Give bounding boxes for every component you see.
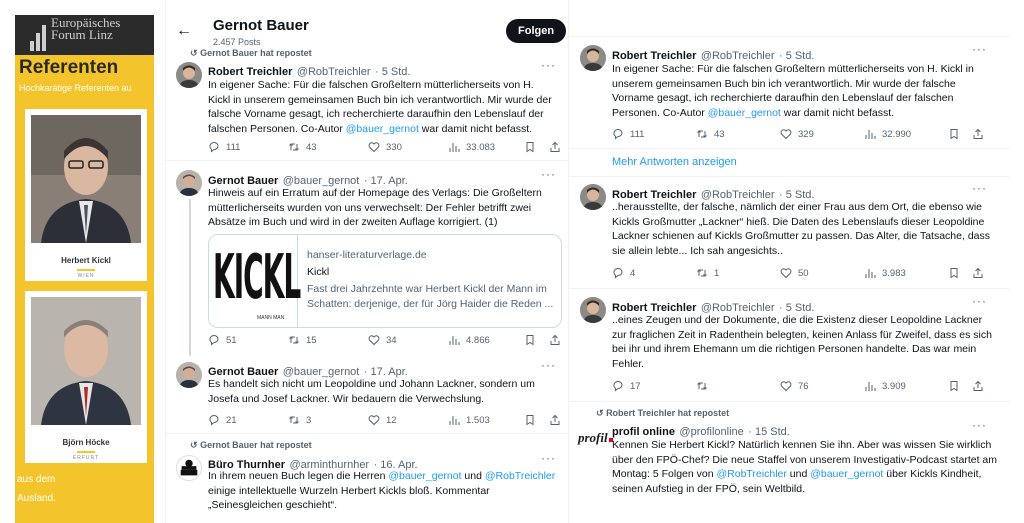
repost-button[interactable]: 43 <box>696 128 725 140</box>
reply-button[interactable]: 111 <box>208 141 240 153</box>
tweet-text: Hinweis auf ein Erratum auf der Homepage des Verlags: Die Großeltern mütterlicherseits wurden von uns verwechselt: Der Fehler betrifft zwei Absätze im Buch und wird in der zweiten Auflage korrigiert. (1) <box>208 187 542 228</box>
avatar[interactable] <box>176 362 202 388</box>
tweet-time[interactable]: · 5 Std. <box>375 66 411 78</box>
link-card[interactable] <box>208 234 562 328</box>
author-name[interactable]: Robert Treichler <box>612 302 697 314</box>
author-name[interactable]: Robert Treichler <box>612 189 697 201</box>
tweet-text: In eigener Sache: Für die falschen Großeltern mütterlicherseits von H. Kickl in unserem gemeinsamen Buch bin ich verantwortlich. Mir wurde der falsche Vorname gesagt, ich recherchierte daraufhin den Lebenslauf der falschen Personen. Co-Autor @bauer_gernot war damit nicht befasst. <box>208 79 552 135</box>
tweet-time[interactable]: · 5 Std. <box>779 189 815 201</box>
share-button[interactable] <box>549 141 561 153</box>
views-icon <box>864 128 876 140</box>
more-icon[interactable]: ··· <box>541 167 556 181</box>
like-button[interactable]: 34 <box>368 334 397 346</box>
tweet-time[interactable]: · 5 Std. <box>779 302 815 314</box>
speaker-role: ERFURT <box>72 455 100 461</box>
link-card-image: KICKL MANN MAN <box>209 235 298 327</box>
thread-line <box>189 199 191 356</box>
reply-icon <box>208 414 220 426</box>
share-icon <box>549 334 561 346</box>
heart-icon <box>368 141 380 153</box>
avatar[interactable] <box>176 170 202 196</box>
reply-icon <box>612 380 624 392</box>
author-handle[interactable]: @RobTreichler <box>700 189 775 201</box>
views-button[interactable]: 33.083 <box>448 141 495 153</box>
heart-icon <box>368 334 380 346</box>
tweet-text: Kennen Sie Herbert Kickl? Natürlich kennen Sie ihn. Aber was wissen Sie wirklich über den FPÖ-Chef? Die neue Staffel von unserem Investigativ-Podcast startet am Montag: 5 Folgen von @RobTreichler und @bauer_gernot über Kickls Kindheit, seinen Aufstieg in der FPÖ, sein Weltbild. <box>612 439 998 495</box>
avatar[interactable] <box>580 184 606 210</box>
link-card-title: Kickl <box>307 266 330 278</box>
repost-icon <box>696 267 708 279</box>
repost-button[interactable]: 15 <box>288 334 317 346</box>
views-icon <box>448 334 460 346</box>
bookmark-icon <box>524 141 536 153</box>
reply-icon <box>208 334 220 346</box>
bookmark-button[interactable] <box>524 141 536 153</box>
site-footer-text: aus dem Ausland. <box>17 474 56 504</box>
like-button[interactable]: 12 <box>368 414 397 426</box>
views-icon <box>864 267 876 279</box>
reply-button[interactable]: 17 <box>612 380 641 392</box>
tweet-time[interactable]: · 16. Apr. <box>373 459 418 471</box>
share-button[interactable] <box>972 267 984 279</box>
reply-button[interactable]: 51 <box>208 334 237 346</box>
tweet-text: ..eines Zeugen und der Dokumente, die die Existenz dieser Leopoldine Lackner zur fraglichen Zeit in Radenthein belegten, keinen Anlass für Zweifel, dass es sich bei ihr und ihrem Ehemann um die richtigen Personen handelte. Das war mein Fehler. <box>612 314 992 370</box>
views-button[interactable]: 1.503 <box>448 414 490 426</box>
site-logo-text: Europäisches Forum Linz <box>51 15 121 42</box>
mention-link[interactable]: @bauer_gernot <box>345 122 419 135</box>
speaker-photo <box>31 297 141 425</box>
share-icon <box>972 267 984 279</box>
reply-icon <box>612 267 624 279</box>
mention-link[interactable]: @bauer_gernot <box>707 106 781 119</box>
speaker-name: Herbert Kickl <box>61 256 111 265</box>
share-icon <box>549 141 561 153</box>
repost-icon: ↺ <box>190 440 198 450</box>
bookmark-button[interactable] <box>524 334 536 346</box>
repost-indicator: ↺ Gernot Bauer hat repostet <box>190 48 312 58</box>
mention-link[interactable]: @RobTreichler <box>716 468 787 480</box>
tweet-text: In ihrem neuen Buch legen die Herren @bauer_gernot und @RobTreichler einige intellektuelle Wurzeln Herbert Kickls bloß. Kommentar „Seinesgleichen geschieht“. <box>208 470 556 511</box>
heart-icon <box>368 414 380 426</box>
author-handle[interactable]: @RobTreichler <box>700 50 775 62</box>
speaker-photo <box>31 115 141 243</box>
reply-button[interactable]: 111 <box>612 128 644 140</box>
repost-icon <box>696 128 708 140</box>
repost-indicator: ↺ Robert Treichler hat repostet <box>596 408 730 418</box>
more-icon[interactable]: ··· <box>541 358 556 372</box>
link-card-description: Fast drei Jahrzehnte war Herbert Kickl der Mann im Schatten: derjenige, der für Jörg Haider die Reden ... <box>307 283 554 310</box>
bookmark-button[interactable] <box>524 414 536 426</box>
profile-timeline <box>165 0 569 523</box>
avatar[interactable]: profil <box>578 430 613 446</box>
repost-icon <box>288 141 300 153</box>
views-icon <box>448 414 460 426</box>
like-button[interactable]: 76 <box>780 380 809 392</box>
avatar[interactable] <box>580 297 606 323</box>
author-handle[interactable]: @RobTreichler <box>700 302 775 314</box>
reply-icon <box>612 128 624 140</box>
heart-icon <box>780 380 792 392</box>
bookmark-icon <box>948 267 960 279</box>
repost-indicator: ↺ Gernot Bauer hat repostet <box>190 440 312 450</box>
repost-button[interactable]: 43 <box>288 141 317 153</box>
share-button[interactable] <box>549 414 561 426</box>
views-icon <box>448 141 460 153</box>
share-icon <box>972 380 984 392</box>
site-logo-icon <box>30 25 50 51</box>
share-icon <box>549 414 561 426</box>
link-card-domain: hanser-literaturverlage.de <box>307 249 427 261</box>
repost-icon: ↺ <box>190 48 198 58</box>
share-button[interactable] <box>972 128 984 140</box>
bookmark-button[interactable] <box>948 380 960 392</box>
author-name[interactable]: Robert Treichler <box>208 66 293 78</box>
post-count: 2.457 Posts <box>213 37 261 47</box>
more-icon[interactable]: ··· <box>972 418 987 432</box>
reply-button[interactable]: 4 <box>612 267 635 279</box>
tweet-text: In eigener Sache: Für die falschen Großeltern mütterlicherseits von H. Kickl in unserem gemeinsamen Buch bin ich verantwortlich. Mir wurde der falsche Vorname gesagt, ich recherchierte daraufhin den Lebenslauf der falschen Personen. Co-Autor @bauer_gernot war damit nicht befasst. <box>612 63 974 119</box>
author-name[interactable]: Gernot Bauer <box>208 366 279 378</box>
bookmark-icon <box>524 414 536 426</box>
repost-icon <box>288 414 300 426</box>
author-handle[interactable]: @bauer_gernot <box>282 175 360 187</box>
more-icon[interactable]: ··· <box>541 58 556 72</box>
reply-thread <box>568 0 1010 523</box>
views-button[interactable]: 3.909 <box>864 380 906 392</box>
back-arrow-icon[interactable]: ← <box>176 22 192 39</box>
heart-icon <box>780 267 792 279</box>
more-icon[interactable]: ··· <box>972 181 987 195</box>
bookmark-icon <box>524 334 536 346</box>
author-name[interactable]: Gernot Bauer <box>208 175 279 187</box>
repost-button[interactable] <box>696 380 714 392</box>
speaker-role: WIEN <box>77 273 95 279</box>
like-button[interactable]: 50 <box>780 267 809 279</box>
bookmark-icon <box>948 128 960 140</box>
author-name[interactable]: profil online <box>612 426 675 438</box>
share-button[interactable] <box>972 380 984 392</box>
repost-icon: ↺ <box>596 408 604 418</box>
speaker-card[interactable] <box>25 109 147 281</box>
more-icon[interactable]: ··· <box>972 42 987 56</box>
views-button[interactable]: 3.983 <box>864 267 906 279</box>
tweet-text: Es handelt sich nicht um Leopoldine und Johann Lackner, sondern um Josefa und Josef Lackner. Wir bedauern die Verwechslung. <box>208 378 535 405</box>
speaker-name: Björn Höcke <box>62 438 110 447</box>
heart-icon <box>780 128 792 140</box>
follow-button[interactable]: Folgen <box>506 19 566 43</box>
author-handle[interactable]: @RobTreichler <box>296 66 371 78</box>
repost-button[interactable]: 1 <box>696 267 719 279</box>
speaker-card[interactable] <box>25 291 147 463</box>
reply-button[interactable]: 21 <box>208 414 237 426</box>
mention-link[interactable]: @RobTreichler <box>484 470 556 482</box>
repost-button[interactable]: 3 <box>288 414 311 426</box>
author-handle[interactable]: @bauer_gernot <box>282 366 360 378</box>
section-subheading: Hochkarätige Referenten au <box>19 83 132 93</box>
profile-name: Gernot Bauer <box>213 17 309 34</box>
more-icon[interactable]: ··· <box>972 294 987 308</box>
share-icon <box>972 128 984 140</box>
tweet-time[interactable]: · 17. Apr. <box>363 175 408 187</box>
reply-icon <box>208 141 220 153</box>
views-button[interactable]: 32.990 <box>864 128 911 140</box>
more-replies-link[interactable]: Mehr Antworten anzeigen <box>612 156 737 168</box>
repost-icon <box>288 334 300 346</box>
like-button[interactable]: 329 <box>780 128 814 140</box>
mention-link[interactable]: @bauer_gernot <box>388 470 462 482</box>
section-heading: Referenten <box>19 57 119 78</box>
tweet-time[interactable]: · 15 Std. <box>748 426 790 438</box>
website-panel <box>15 15 154 523</box>
like-button[interactable]: 330 <box>368 141 402 153</box>
avatar[interactable] <box>580 45 606 71</box>
bookmark-icon <box>948 380 960 392</box>
avatar[interactable] <box>176 62 202 88</box>
author-name[interactable]: Büro Thurnher <box>208 459 285 471</box>
share-button[interactable] <box>549 334 561 346</box>
views-button[interactable]: 4.866 <box>448 334 490 346</box>
tweet-time[interactable]: · 5 Std. <box>779 50 815 62</box>
author-handle[interactable]: @arminthurnher <box>289 459 370 471</box>
tweet-text: ..herausstellte, der falsche, nämlich der einer Frau aus dem Ort, die ebenso wie Kickls Großmutter „Lackner“ hieß. Die Daten des Lebenslaufs dieser Leopoldine Lackner schienen auf Kickls Großmutter zu passen. Das Alter, die Tatsache, dass sie allein lebte... Ich sah angesichts.. <box>612 201 990 257</box>
avatar[interactable] <box>176 455 202 481</box>
bookmark-button[interactable] <box>948 128 960 140</box>
bookmark-button[interactable] <box>948 267 960 279</box>
views-icon <box>864 380 876 392</box>
more-icon[interactable]: ··· <box>541 451 556 465</box>
mention-link[interactable]: @bauer_gernot <box>810 468 884 480</box>
repost-icon <box>696 380 708 392</box>
tweet-time[interactable]: · 17. Apr. <box>363 366 408 378</box>
author-handle[interactable]: @profilonline <box>679 426 744 438</box>
author-name[interactable]: Robert Treichler <box>612 50 697 62</box>
